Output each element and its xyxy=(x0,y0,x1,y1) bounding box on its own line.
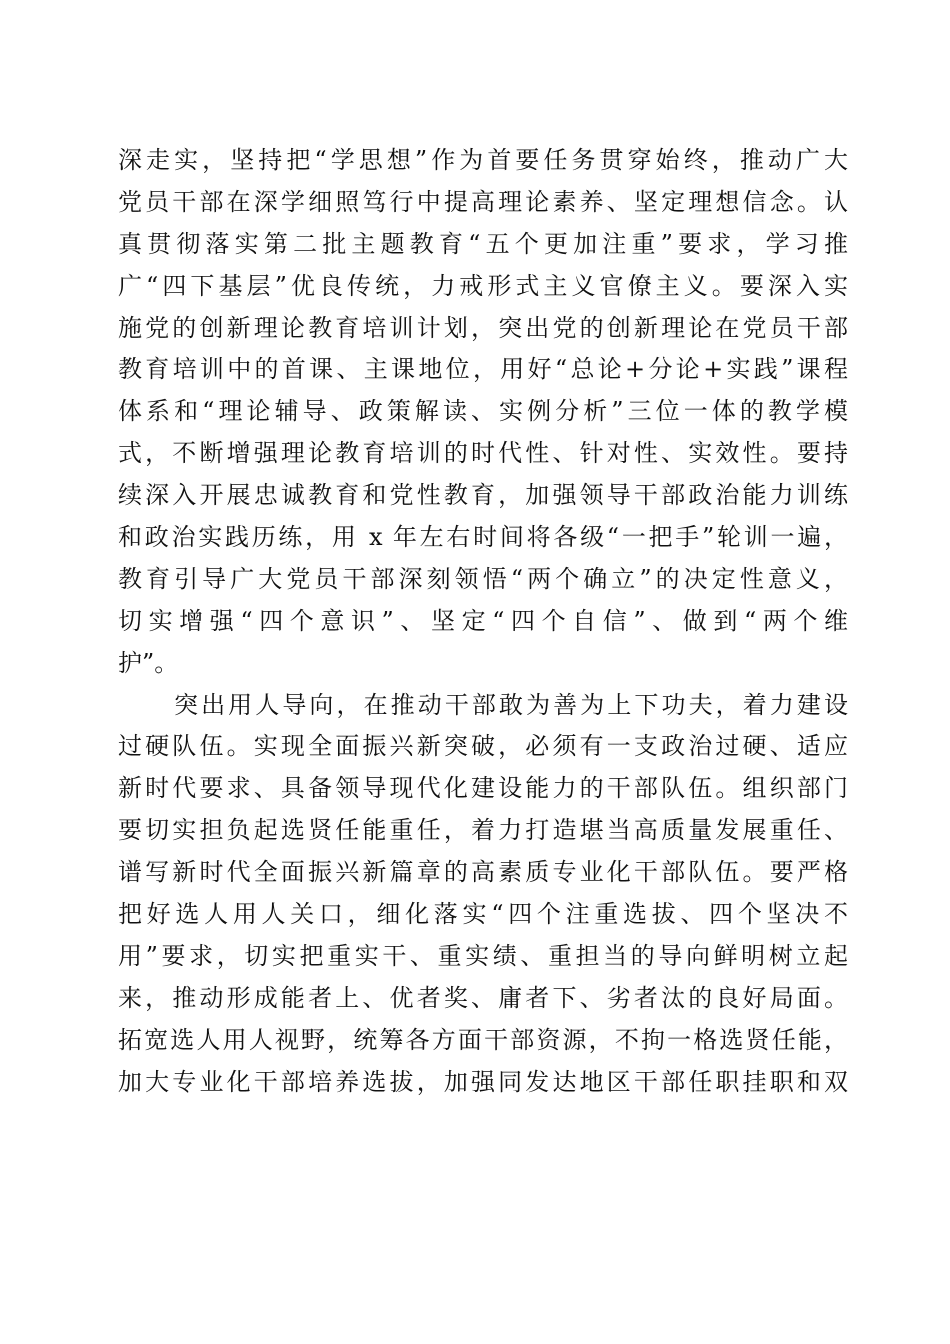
text-line: 把好选人用人关口，细化落实“四个注重选拔、四个坚决不 xyxy=(118,900,848,929)
text-line: 式，不断增强理论教育培训的时代性、针对性、实效性。要持 xyxy=(118,439,848,468)
text-line: 续深入开展忠诚教育和党性教育，加强领导干部政治能力训练 xyxy=(118,481,848,510)
text-line: 党员干部在深学细照笃行中提高理论素养、坚定理想信念。认 xyxy=(118,187,848,216)
paragraph-2 xyxy=(118,685,848,1104)
text-line: 广“四下基层”优良传统，力戒形式主义官僚主义。要深入实 xyxy=(118,271,848,300)
text-line: 护”。 xyxy=(118,648,179,677)
document-body xyxy=(118,140,848,1103)
text-line: 施党的创新理论教育培训计划，突出党的创新理论在党员干部 xyxy=(118,313,848,342)
text-line: 来，推动形成能者上、优者奖、庸者下、劣者汰的良好局面。 xyxy=(118,983,848,1012)
text-line: 切实增强“四个意识”、坚定“四个自信”、做到“两个维 xyxy=(118,606,848,635)
text-line: 加大专业化干部培养选拔，加强同发达地区干部任职挂职和双 xyxy=(118,1067,848,1096)
text-line: 拓宽选人用人视野，统筹各方面干部资源，不拘一格选贤任能， xyxy=(118,1025,848,1054)
text-line: 深走实，坚持把“学思想”作为首要任务贯穿始终，推动广大 xyxy=(118,146,848,174)
text-line: 要切实担负起选贤任能重任，着力打造堪当高质量发展重任、 xyxy=(118,816,848,845)
text-line: 谱写新时代全面振兴新篇章的高素质专业化干部队伍。要严格 xyxy=(118,858,848,887)
text-line: 教育引导广大党员干部深刻领悟“两个确立”的决定性意义， xyxy=(118,564,848,593)
text-line: 和政治实践历练，用 x 年左右时间将各级“一把手”轮训一遍， xyxy=(118,523,848,552)
text-line: 用”要求，切实把重实干、重实绩、重担当的导向鲜明树立起 xyxy=(118,941,848,970)
paragraph-1 xyxy=(118,140,848,685)
text-line: 教育培训中的首课、主课地位，用好“总论+分论+实践”课程 xyxy=(118,355,848,384)
text-line-indented: 突出用人导向，在推动干部敢为善为上下功夫，着力建设 xyxy=(174,690,848,719)
text-line: 真贯彻落实第二批主题教育“五个更加注重”要求，学习推 xyxy=(118,229,848,258)
text-line: 新时代要求、具备领导现代化建设能力的干部队伍。组织部门 xyxy=(118,774,848,803)
text-line: 体系和“理论辅导、政策解读、实例分析”三位一体的教学模 xyxy=(118,397,848,426)
text-line: 过硬队伍。实现全面振兴新突破，必须有一支政治过硬、适应 xyxy=(118,732,848,761)
